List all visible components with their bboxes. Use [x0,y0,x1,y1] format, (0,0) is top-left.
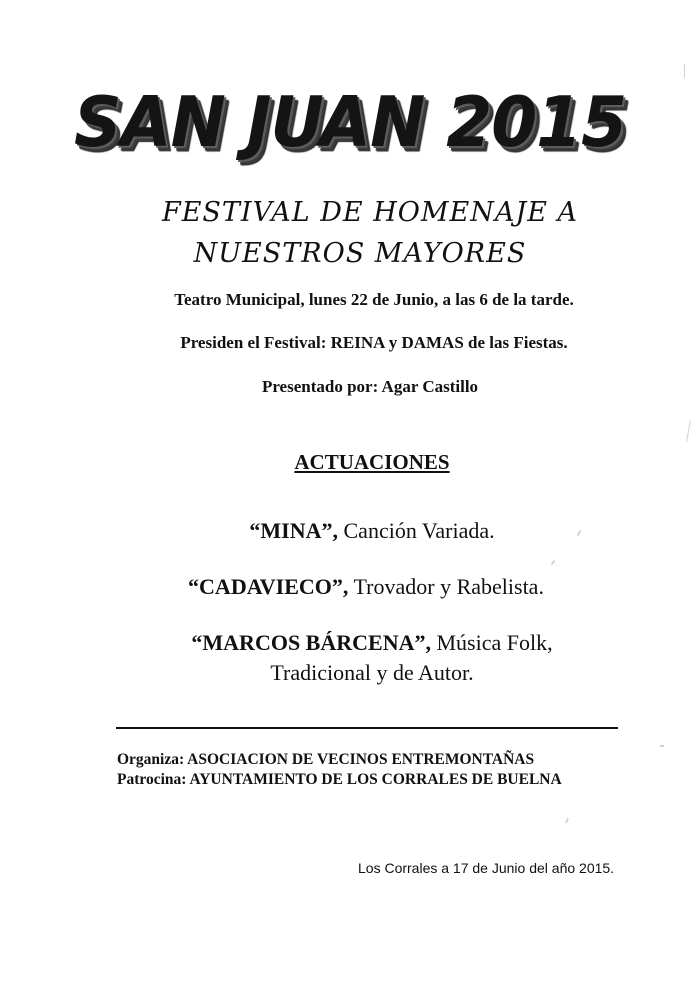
scan-speck [565,818,569,823]
patrocina-line: Patrocina: AYUNTAMIENTO DE LOS CORRALES DE BUELNA [117,771,562,788]
performance-item [0,518,700,544]
scan-speck [551,560,556,565]
performer-name: “CADAVIECO”, [188,574,349,599]
presentado-info: Presentado por: Agar Castillo [261,377,479,396]
festival-subtitle-line-2: NUESTROS MAYORES [193,238,527,269]
performer-description: Canción Variada. [338,518,495,543]
performance-item [0,628,700,688]
actuaciones-heading: ACTUACIONES [294,450,450,474]
scan-speck [660,745,664,747]
event-title: SAN JUAN 2015 [74,82,626,163]
performer-name: “MARCOS BÁRCENA”, [191,630,431,655]
performer-description: Música Folk, [430,630,553,655]
credits-block [117,750,677,790]
organiza-line: Organiza: ASOCIACION DE VECINOS ENTREMONTAÑAS [117,751,535,768]
performance-item [0,574,700,600]
scan-speck [686,420,691,442]
presiden-info: Presiden el Festival: REINA y DAMAS de las Fiestas. [180,333,568,352]
venue-info: Teatro Municipal, lunes 22 de Junio, a las 6 de la tarde. [174,290,574,309]
divider-line [116,727,618,729]
date-line: Los Corrales a 17 de Junio del año 2015. [358,860,615,876]
festival-subtitle-line-1: FESTIVAL DE HOMENAJE A [161,197,578,228]
performer-description: Trovador y Rabelista. [348,574,544,599]
performer-description-line-2: Tradicional y de Autor. [270,660,474,685]
performer-name: “MINA”, [249,518,338,543]
scan-speck [684,64,685,78]
